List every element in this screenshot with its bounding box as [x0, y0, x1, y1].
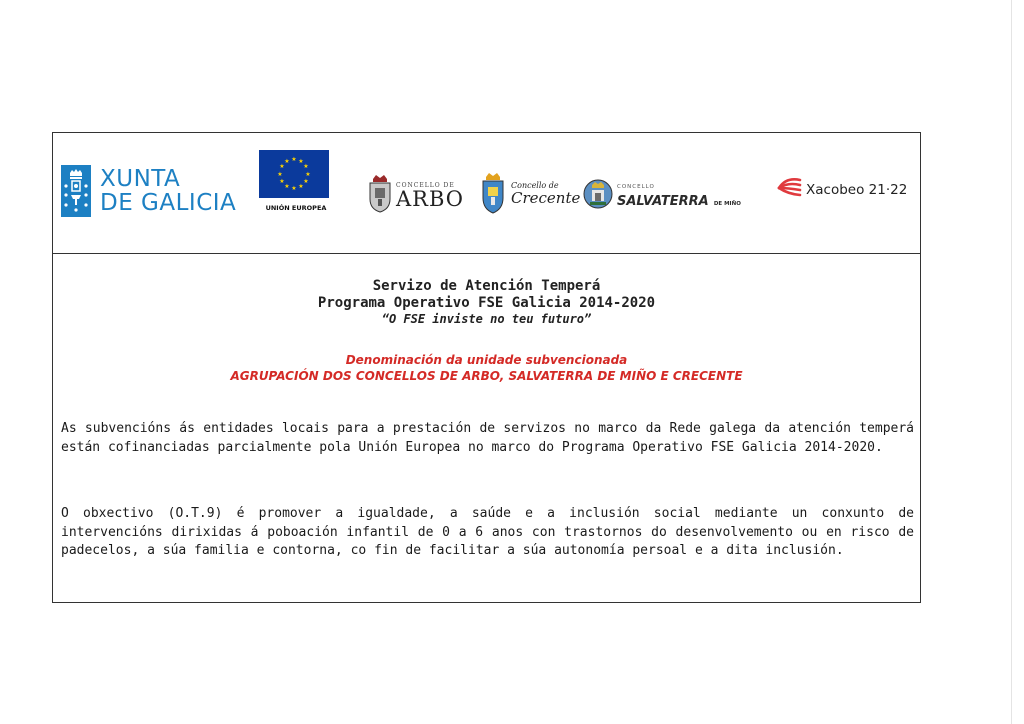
- xunta-wordmark: [100, 167, 236, 215]
- svg-text:★: ★: [291, 156, 297, 163]
- xunta-line2: DE GALICIA: [100, 190, 237, 216]
- arbo-small: CONCELLO DE: [396, 181, 455, 189]
- salvaterra-suffix: DE MIÑO: [713, 200, 741, 207]
- unit-block: [53, 352, 920, 384]
- program-title-1: Servizo de Atención Temperá: [372, 278, 601, 294]
- salvaterra-wordmark: [617, 184, 741, 209]
- paragraph-2: O obxectivo (O.T.9) é promover a igualdade, a saúde e a inclusión social mediante un conxunto de intervencións dirixidas á poboación infantil de 0 a 6 anos con trastornos do desenvolvemento ou en risco de padecelos, a súa familia e contorna, co fin de facilitar a súa autonomía persoal e a dita inclusión.: [61, 506, 914, 558]
- svg-text:★: ★: [303, 163, 309, 170]
- svg-text:★: ★: [298, 158, 304, 165]
- svg-text:★: ★: [284, 183, 290, 190]
- galicia-crest-icon: [61, 165, 91, 217]
- program-header: [53, 278, 920, 327]
- notice-frame: [52, 132, 921, 603]
- eu-flag-icon: [259, 150, 329, 198]
- arbo-name: ARBO: [396, 186, 465, 211]
- svg-text:★: ★: [305, 171, 311, 178]
- svg-text:★: ★: [284, 158, 290, 165]
- xacobeo-wordmark: [806, 182, 907, 198]
- arbo-logo: [368, 173, 464, 217]
- logo-row: [53, 133, 920, 254]
- xacobeo-swirl-icon: [776, 177, 802, 203]
- xacobeo-name: Xacobeo: [806, 182, 865, 198]
- unit-name: AGRUPACIÓN DOS CONCELLOS DE ARBO, SALVATERRA DE MIÑO E CRECENTE: [230, 369, 743, 383]
- scan-edge: [1011, 0, 1012, 724]
- svg-text:★: ★: [279, 178, 285, 185]
- salvaterra-name: SALVATERRA: [617, 193, 709, 209]
- crecente-crest-icon: [480, 170, 506, 218]
- svg-text:★: ★: [277, 171, 283, 178]
- xunta-logo: [61, 165, 236, 217]
- paragraph-1: As subvencións ás entidades locais para a prestación de servizos no marco da Rede galega da atención temperá están cofinanciadas parcialmente pola Unión Europea no marco do Programa Operativo FSE Galicia 2014-2020.: [61, 421, 914, 455]
- xunta-line1: XUNTA: [100, 166, 181, 192]
- crecente-name: Crecente: [511, 189, 581, 207]
- svg-text:★: ★: [303, 178, 309, 185]
- arbo-crest-icon: [368, 173, 392, 217]
- program-motto: “O FSE inviste no teu futuro”: [381, 312, 592, 326]
- salvaterra-crest-icon: [583, 177, 613, 215]
- eu-label: UNIÓN EUROPEA: [265, 204, 327, 212]
- xacobeo-years: 21·22: [868, 182, 908, 198]
- eu-logo: [259, 150, 333, 212]
- crecente-wordmark: [511, 181, 580, 207]
- unit-label: Denominación da unidade subvencionada: [345, 353, 628, 367]
- salvaterra-small: CONCELLO: [617, 183, 655, 190]
- crecente-small: Concello de: [511, 181, 559, 190]
- program-title-2: Programa Operativo FSE Galicia 2014-2020: [317, 295, 656, 311]
- svg-text:★: ★: [291, 185, 297, 192]
- arbo-wordmark: [396, 182, 464, 209]
- xacobeo-logo: [776, 177, 907, 203]
- salvaterra-logo: [583, 177, 741, 215]
- crecente-logo: [480, 170, 580, 218]
- svg-text:★: ★: [298, 183, 304, 190]
- svg-text:★: ★: [279, 163, 285, 170]
